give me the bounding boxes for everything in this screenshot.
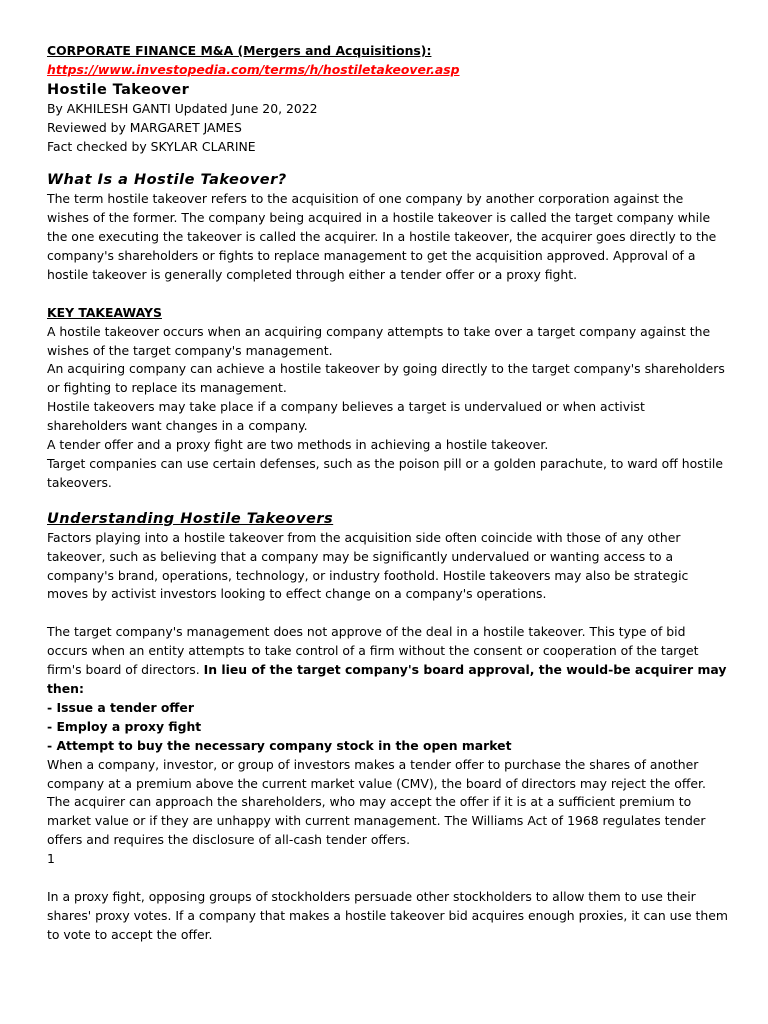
takeaway-item: Target companies can use certain defenses, such as the poison pill or a golden parachute, to ward off hostile takeovers. bbox=[47, 456, 723, 490]
takeaway-item: An acquiring company can achieve a hostile takeover by going directly to the target company's shareholders or fighting to replace its management. bbox=[47, 361, 725, 396]
takeaway-item: A tender offer and a proxy fight are two methods in achieving a hostile takeover. bbox=[47, 437, 549, 453]
source-link[interactable]: https://www.investopedia.com/terms/h/hostiletakeover.asp bbox=[47, 61, 460, 77]
course-header: CORPORATE FINANCE M&A (Mergers and Acquisitions): bbox=[47, 43, 432, 58]
option-item: - Employ a proxy fight bbox=[47, 718, 202, 734]
understanding-paragraph-1: Factors playing into a hostile takeover from the acquisition side often coincide with those of any other takeover, such as believing that a company may be significantly undervalued or wanting access to a company's brand, operations, technology, or industry foothold. Hostile takeovers may also be strategic moves by activist investors looking to effect change on a company's operations. bbox=[47, 529, 689, 602]
paragraph-2-text: The target company's management does not approve of the deal in a hostile takeover. This type of bid occurs when an entity attempts to take control of a firm without the consent or cooperation of the target firm's board of directors. bbox=[47, 624, 699, 678]
understanding-paragraph-2 bbox=[47, 623, 728, 699]
footnote-marker: 1 bbox=[47, 851, 55, 867]
fact-checked-by: Fact checked by SKYLAR CLARINE bbox=[47, 138, 256, 154]
option-item: - Issue a tender offer bbox=[47, 699, 194, 715]
reviewed-by: Reviewed by MARGARET JAMES bbox=[47, 119, 242, 135]
understanding-paragraph-3: When a company, investor, or group of investors makes a tender offer to purchase the shares of another company at a premium above the current market value (CMV), the board of directors may reject the offer. The acquirer can approach the shareholders, who may accept the offer if it is at a sufficient premium to market value or if they are unhappy with current management. The Williams Act of 1968 regulates tender offers and requires the disclosure of all-cash tender offers. bbox=[47, 756, 706, 848]
option-item: - Attempt to buy the necessary company stock in the open market bbox=[47, 737, 512, 753]
takeaway-item: Hostile takeovers may take place if a company believes a target is undervalued or when activist shareholders want changes in a company. bbox=[47, 399, 645, 434]
article-title: Hostile Takeover bbox=[47, 81, 190, 98]
section-heading-understanding: Understanding Hostile Takeovers bbox=[47, 510, 334, 527]
section-heading-what-is: What Is a Hostile Takeover? bbox=[47, 172, 287, 189]
section-body-what-is: The term hostile takeover refers to the acquisition of one company by another corporation against the wishes of the former. The company being acquired in a hostile takeover is called the target company while the one executing the takeover is called the acquirer. In a hostile takeover, the acquirer goes directly to the company's shareholders or fights to replace management to get the acquisition approved. Approval of a hostile takeover is generally completed through either a tender offer or a proxy fight. bbox=[47, 191, 717, 282]
byline: By AKHILESH GANTI Updated June 20, 2022 bbox=[47, 100, 318, 116]
key-takeaways-heading: KEY TAKEAWAYS bbox=[47, 304, 162, 320]
understanding-paragraph-4: In a proxy fight, opposing groups of stockholders persuade other stockholders to allow them to use their shares' proxy votes. If a company that makes a hostile takeover bid acquires enough proxies, it can use them to vote to accept the offer. bbox=[47, 888, 728, 942]
paragraph-2-bold-text: In lieu of the target company's board approval, the would-be acquirer may then: bbox=[47, 662, 727, 696]
takeaway-item: A hostile takeover occurs when an acquiring company attempts to take over a target company against the wishes of the target company's management. bbox=[47, 323, 711, 358]
